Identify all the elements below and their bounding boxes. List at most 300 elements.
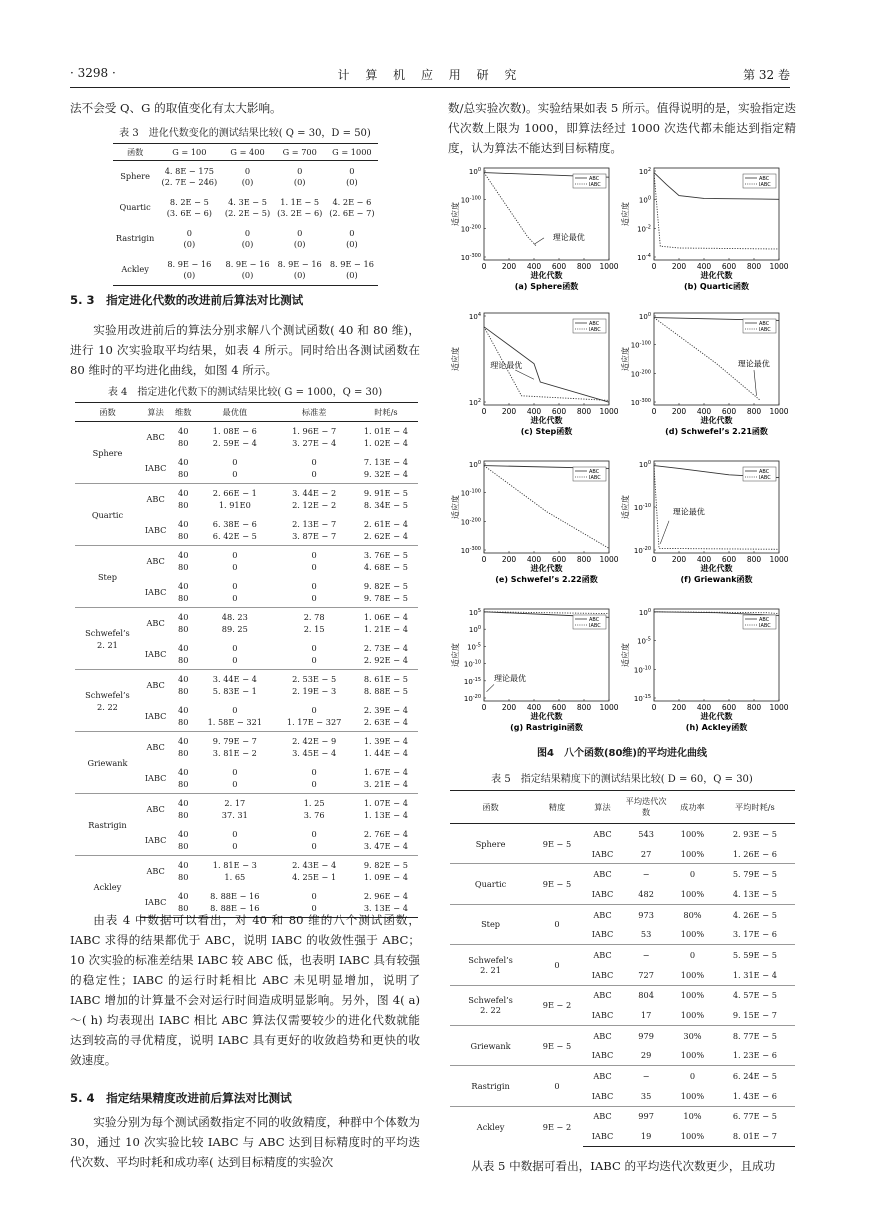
table-cell: 1. 43E − 6 [732,1090,777,1101]
table3 [113,143,378,286]
chart-title: (f) Griewank函数 [680,575,753,584]
theoretical-optimum-annotation: 理论最优 [552,232,585,242]
x-tick-label: 0 [481,262,487,271]
x-tick-label: 1000 [769,407,789,416]
table-cell [354,794,418,825]
table-cell [221,161,273,193]
function-name-cell [450,945,531,985]
function-name-cell [75,794,140,856]
table-cell [274,732,353,763]
table-header-cell: 函数 [450,791,531,824]
precision-cell: 0 [531,904,583,944]
table4-caption: 表 4 指定进化代数下的测试结果比较( G = 1000，Q = 30) [107,387,383,398]
table-cell: 997 [622,1106,670,1126]
cell-text: 2. 61E − 4 [363,518,408,529]
table-cell [157,254,221,286]
chart-title: (c) Step函数 [520,427,573,436]
cell-text: 3. 76 [303,810,325,821]
chart-6-svg [618,455,788,595]
cell-text: (0) [346,269,358,280]
cell-text: 2. 22 [480,1005,501,1016]
cell-text: 2. 73E − 4 [363,642,408,653]
legend-iabc-label: IABC [759,182,771,188]
table-cell: − [622,1066,670,1086]
table-cell: 973 [622,904,670,924]
cell-text: 9. 82E − 5 [363,580,408,591]
cell-text: 80 [178,872,189,883]
cell-text: 80 [178,592,189,603]
table5-caption: 表 5 指定结果精度下的测试结果比较( D = 60，Q = 30) [491,774,753,785]
cell-text: 3. 44E − 4 [212,674,257,685]
table-cell: 100% [680,1050,705,1061]
cell-text: 2. 21 [480,964,501,975]
y-axis-label: 适应度 [451,495,460,519]
cell-text: Griewank [87,757,128,768]
table-header-cell: 平均迭代次数 [622,791,670,824]
table-header-row [75,403,418,422]
table-cell: 0 [670,864,715,884]
cell-text: 1. 13E − 4 [363,810,408,821]
algorithm-cell: IABC [144,462,167,473]
legend-iabc-label: IABC [589,623,601,629]
table-cell [354,546,418,577]
table-cell [354,453,418,484]
table-cell [274,825,353,856]
cell-text: 80 [178,716,189,727]
table-cell [354,701,418,732]
table-cell: 2. 93E − 5 [732,828,777,839]
x-axis-label: 进化代数 [530,712,563,721]
y-axis-label: 适应度 [621,495,630,519]
x-axis-label: 进化代数 [530,416,563,425]
table-cell [171,856,195,887]
cell-text: 89. 25 [221,624,248,635]
table-cell [274,763,353,794]
x-tick-label: 400 [696,555,712,564]
chart-title: (e) Schwefel’s 2.22函数 [495,575,598,584]
y-tick-label: $10^0$ [638,460,651,469]
table-cell: IABC [591,888,614,899]
theoretical-optimum-annotation: 理论最优 [490,361,523,371]
y-axis-label: 适应度 [621,643,630,667]
table4 [75,402,418,918]
cell-text: 40 [178,580,189,591]
table-cell [274,608,353,639]
x-axis-label: 进化代数 [700,564,733,573]
table-cell [171,608,195,639]
cell-text: 2. 92E − 4 [363,654,408,665]
cell-text: 80 [178,902,189,913]
y-tick-label: $10^{-200}$ [630,369,651,379]
table-cell [195,639,274,670]
cell-text: 0 [297,165,303,176]
chart-title: (h) Ackley函数 [685,723,748,732]
chart-7-svg [448,603,618,743]
x-tick-label: 800 [746,407,762,416]
cell-text: 1. 44E − 4 [363,748,408,759]
y-tick-label: $10^2$ [468,398,481,407]
legend-iabc-label: IABC [589,327,601,333]
cell-text: 8. 9E − 16 [167,258,212,269]
cell-text: 80 [178,686,189,697]
cell-text: (3. 2E − 6) [277,207,323,218]
function-name-cell [75,608,140,670]
table-cell: 6. 24E − 5 [715,1066,795,1086]
x-tick-label: 200 [671,407,687,416]
table-cell [274,515,353,546]
table-cell [195,515,274,546]
chart-3-svg [448,307,618,447]
table-cell [221,192,273,223]
table-cell: 1. 26E − 6 [732,848,777,859]
x-axis-label: 进化代数 [530,271,563,280]
page-number: · 3298 · [70,66,116,80]
y-tick-label: $10^{-300}$ [630,398,651,407]
cell-text: 0 [311,654,317,665]
cell-text: 0 [311,704,317,715]
table-cell [274,794,353,825]
cell-text: 0 [311,468,317,479]
algorithm-cell: IABC [140,887,171,918]
table-cell [274,422,353,453]
table-cell [171,515,195,546]
table-row [75,608,418,639]
table-cell: 4. 26E − 5 [715,904,795,924]
chart-5-svg [448,455,618,595]
table-cell: ABC [583,985,622,1005]
chart-title: (g) Rastrigin函数 [510,723,583,732]
table-cell [274,484,353,515]
x-tick-label: 600 [551,262,567,271]
cell-text: 8. 9E − 16 [277,258,322,269]
cell-text: 40 [178,860,189,871]
table-cell: 19 [622,1126,670,1146]
cell-text: 3. 44E − 2 [292,488,337,499]
cell-text: (3. 6E − 6) [166,207,212,218]
function-name-cell [75,484,140,546]
x-tick-label: 600 [721,262,737,271]
table-cell [274,254,326,286]
y-tick-label: $10^{-100}$ [630,340,651,350]
annotation-arrow [534,238,544,244]
cell-text: 8. 2E − 5 [169,196,209,207]
table-cell [354,856,418,887]
cell-text: 4. 25E − 1 [292,872,337,883]
cell-text: 0 [232,642,238,653]
cell-text: 2. 63E − 4 [363,716,408,727]
table-cell: 17 [640,1010,652,1021]
legend-abc-label: ABC [589,469,600,475]
cell-text: 4. 68E − 5 [363,562,408,573]
annotation-arrow [515,370,534,379]
table-cell: 100% [670,1126,715,1146]
table-cell: ABC [583,864,622,884]
table-cell [326,254,378,286]
theoretical-optimum-annotation: 理论最优 [737,359,770,369]
table3-caption: 表 3 进化代数变化的测试结果比较( Q = 30，D = 50) [119,128,371,139]
table-cell: 100% [680,828,705,839]
cell-text: 4. 2E − 6 [332,196,372,207]
x-tick-label: 800 [576,703,592,712]
cell-text: 5. 83E − 1 [212,686,257,697]
function-name-cell [450,824,531,864]
cell-text: Schwefel’s [468,995,513,1006]
iabc-series-line [654,612,779,614]
table-row [450,945,795,965]
table-cell [274,670,353,701]
chart-4-svg [618,307,788,447]
function-name-cell [450,1066,531,1106]
x-tick-label: 400 [696,703,712,712]
table-cell [171,546,195,577]
x-axis-label: 进化代数 [530,564,563,573]
cell-text: 0 [232,468,238,479]
table-cell [274,639,353,670]
cell-text: 40 [178,612,189,623]
cell-text: 1. 91E0 [218,500,251,511]
cell-text: 2. 12E − 2 [292,500,337,511]
table-cell [354,422,418,453]
algorithm-cell: ABC [140,670,171,701]
cell-text: 80 [178,654,189,665]
cell-text: 80 [178,748,189,759]
cell-text: 0 [186,227,192,238]
paragraph-5-4: 实验分别为每个测试函数指定不同的收敛精度，种群中个体数为 30，通过 10 次实验比较 IABC 与 ABC 达到目标精度时的平均迭代次数、平均时耗和成功率( 达到目标精度的实验次 [70,1115,420,1169]
algorithm-cell: ABC [140,794,171,825]
cell-text: 1. 21E − 4 [363,624,408,635]
x-axis-label: 进化代数 [700,712,733,721]
cell-text: Schwefel’s [85,689,130,700]
y-tick-label: $10^{-200}$ [460,224,481,234]
table-cell [274,192,326,223]
cell-text: Schwefel’s [85,627,130,638]
table-header-cell: 算法 [140,403,171,422]
x-axis-label: 进化代数 [700,271,733,280]
cell-text: 40 [178,766,189,777]
precision-cell: 9E − 2 [531,985,583,1025]
y-tick-label: $10^{-10}$ [633,503,651,512]
cell-text: 0 [311,766,317,777]
cell-text: 1. 25 [303,798,325,809]
chart-title: (d) Schwefel’s 2.21函数 [665,427,768,436]
function-name-cell [75,856,140,918]
cell-text: 0 [232,550,238,561]
x-tick-label: 200 [501,407,517,416]
cell-text: Schwefel’s [468,954,513,965]
table-header-row [450,791,795,824]
cell-text: 6. 42E − 5 [212,530,257,541]
y-tick-label: $10^{-5}$ [467,642,481,652]
cell-text: 1. 06E − 4 [363,612,408,623]
table-row [450,864,795,884]
cell-text: Sphere [92,447,123,458]
x-tick-label: 800 [746,703,762,712]
table-cell [195,856,274,887]
table-cell: 6. 77E − 5 [715,1106,795,1126]
cell-text: Step [97,571,117,582]
algorithm-cell: IABC [144,834,167,845]
algorithm-cell: IABC [144,524,167,535]
cell-text: 0 [349,227,355,238]
table-cell: 8. 01E − 7 [715,1126,795,1146]
table-cell: ABC [593,828,612,839]
cell-text: 0 [311,778,317,789]
table-cell: IABC [591,1090,614,1101]
table-header-cell: 维数 [171,403,195,422]
table-header-cell: 精度 [531,791,583,824]
cell-text: Rastrigin [88,819,127,830]
cell-text: 1. 39E − 4 [363,736,408,747]
table-cell [195,577,274,608]
cell-text: 40 [178,736,189,747]
algorithm-cell: ABC [140,546,171,577]
paragraph-right-top: 数/总实验次数)。实验结果如表 5 所示。值得说明的是，实验指定迭代次数上限为 1000，即算法经过 1000 次迭代都未能达到指定精度，认为算法不能达到目标精度。 [448,101,796,155]
table-row [450,1025,795,1045]
precision-cell: 0 [531,945,583,985]
table-cell [171,763,195,794]
cell-text: (0) [293,238,306,249]
function-name-cell [75,732,140,794]
y-tick-label: $10^0$ [638,195,651,205]
table-cell: ABC [583,1066,622,1086]
y-tick-label: $10^{-15}$ [463,676,481,686]
x-tick-label: 0 [651,262,657,271]
cell-text: 0 [232,456,238,467]
x-tick-label: 1000 [599,262,619,271]
table-cell [195,670,274,701]
table-cell [354,670,418,701]
cell-text: (0) [183,269,196,280]
x-tick-label: 0 [481,407,487,416]
y-axis-label: 适应度 [451,643,460,667]
table-cell: 0 [670,945,715,965]
table-cell: 100% [680,1010,705,1021]
y-tick-label: $10^0$ [638,608,651,617]
table-cell [171,794,195,825]
table-cell [354,515,418,546]
table-cell: 100% [670,985,715,1005]
function-name-cell [450,904,531,944]
x-tick-label: 400 [526,555,542,564]
legend-iabc-label: IABC [759,475,771,481]
cell-text: (0) [293,176,306,187]
chart-1-svg [448,162,618,302]
table-cell [354,732,418,763]
x-axis-label: 进化代数 [700,416,733,425]
y-tick-label: $10^{-100}$ [460,195,481,205]
cell-text: Quartic [474,879,507,890]
paragraph-5-3: 实验用改进前后的算法分别求解八个测试函数( 40 和 80 维)，进行 10 次实验取平均结果，如表 4 所示。同时给出各测试函数在 80 维时的平均进化曲线，如图 4 所示。 [70,323,420,377]
y-tick-label: $10^{-200}$ [460,517,481,527]
table-row [450,904,795,924]
cell-text: 3. 21E − 4 [363,778,408,789]
x-tick-label: 800 [576,407,592,416]
cell-text: 0 [232,580,238,591]
chart-8-svg [618,603,788,743]
precision-cell: 9E − 5 [531,1025,583,1065]
cell-text: (2. 2E − 5) [224,207,271,218]
table-row [113,254,378,286]
precision-cell: 9E − 5 [531,864,583,904]
table-cell [274,577,353,608]
table-row [113,223,378,254]
table-row [450,985,795,1005]
cell-text: 0 [232,840,238,851]
function-name-cell: Quartic [119,202,151,212]
section-5-3-heading: 5. 3 指定进化代数的改进前后算法对比测试 [70,293,304,307]
cell-text: 80 [178,468,189,479]
cell-text: 40 [178,550,189,561]
table-cell [354,763,418,794]
function-name-cell: Sphere [120,171,150,181]
cell-text: 0 [232,562,238,573]
table-cell [171,639,195,670]
cell-text: 7. 13E − 4 [363,456,408,467]
table-cell [195,608,274,639]
table-cell [195,763,274,794]
table-header-row [113,144,378,161]
cell-text: 2. 39E − 4 [363,704,408,715]
cell-text: 3. 87E − 7 [292,530,337,541]
table-row [75,546,418,577]
y-axis-label: 适应度 [621,347,630,371]
cell-text: 9. 32E − 4 [363,468,408,479]
y-tick-label: $10^2$ [638,167,651,176]
cell-text: 40 [178,456,189,467]
cell-text: 2. 78 [303,612,325,623]
cell-text: 8. 34E − 5 [363,500,408,511]
precision-cell: 9E − 2 [531,1106,583,1146]
cell-text: Step [481,919,501,930]
table-cell: 100% [680,969,705,980]
cell-text: 1. 96E − 7 [292,426,337,437]
cell-text: 0 [244,165,251,176]
table-cell: 1. 31E − 4 [732,969,777,980]
chart-8-container [618,603,788,747]
table-cell [195,794,274,825]
cell-text: 2. 21 [97,639,118,650]
y-tick-label: $10^0$ [468,625,481,635]
chart-title: (b) Quartic函数 [684,282,749,291]
table-cell: 53 [640,929,652,940]
cell-text: (0) [346,238,358,249]
theoretical-optimum-annotation: 理论最优 [672,507,705,517]
y-axis-label: 适应度 [451,202,460,226]
x-tick-label: 200 [501,703,517,712]
cell-text: 9. 91E − 5 [363,488,408,499]
x-tick-label: 0 [481,555,487,564]
cell-text: 40 [178,642,189,653]
annotation-arrow [754,370,757,396]
cell-text: 9. 78E − 5 [363,592,408,603]
cell-text: Rastrigin [471,1080,510,1091]
table-cell: 35 [640,1090,652,1101]
x-tick-label: 1000 [769,262,789,271]
y-tick-label: $10^{-10}$ [633,665,651,675]
cell-text: 1. 17E − 327 [286,716,342,727]
table-header-cell: G = 100 [157,144,221,161]
table-cell [354,608,418,639]
x-tick-label: 1000 [599,703,619,712]
x-tick-label: 1000 [599,555,619,564]
table-cell [171,825,195,856]
x-tick-label: 800 [576,262,592,271]
table-header-cell: G = 1000 [326,144,378,161]
cell-text: (2. 6E − 7) [329,207,375,218]
cell-text: 0 [232,654,238,665]
cell-text: 8. 9E − 16 [225,258,270,269]
cell-text: 2. 53E − 5 [292,674,337,685]
